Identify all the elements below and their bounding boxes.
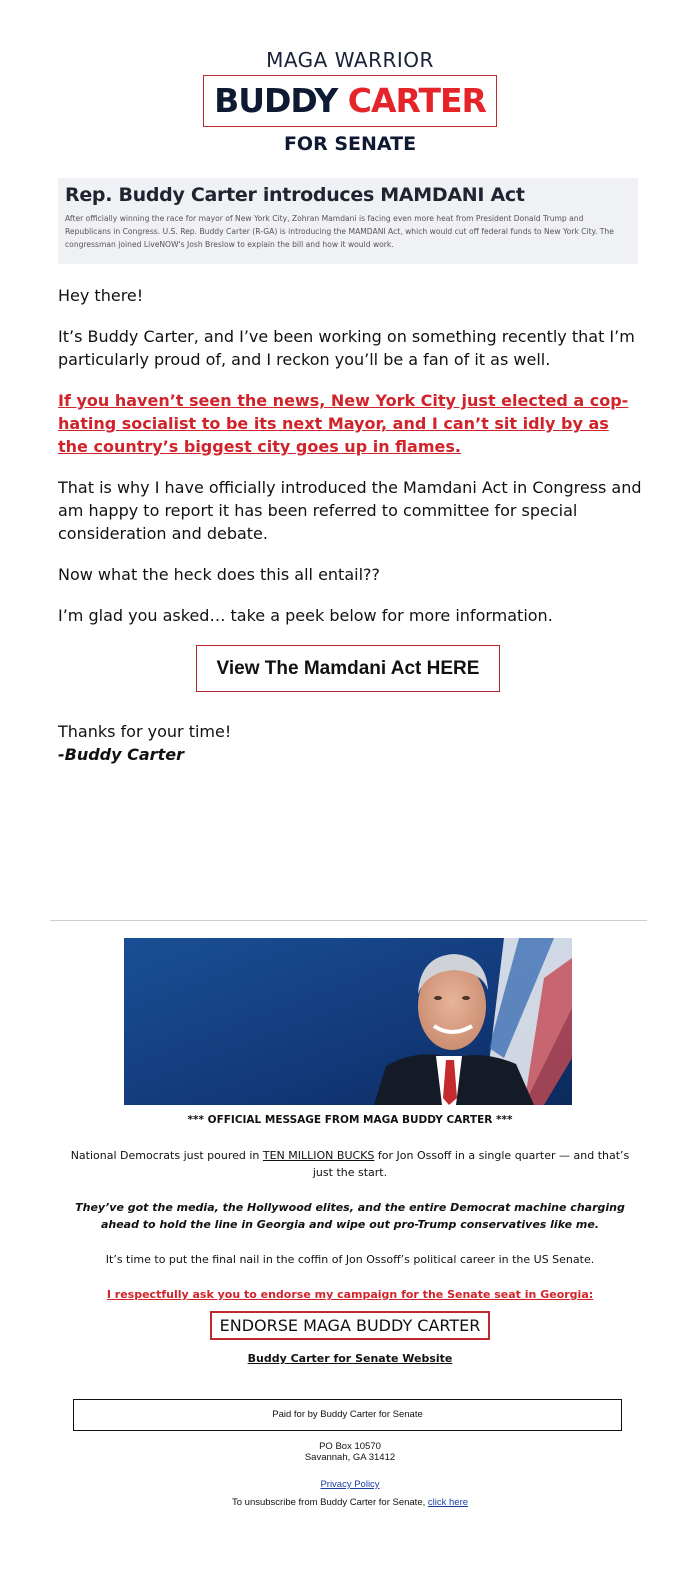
privacy-policy-link[interactable]: Privacy Policy <box>320 1479 380 1490</box>
logo-name-box <box>203 75 497 127</box>
unsubscribe-text: To unsubscribe from Buddy Carter for Senate, <box>231 1497 428 1508</box>
question-paragraph: Now what the heck does this all entail?? <box>58 565 381 584</box>
mailing-address <box>0 1441 700 1463</box>
candidate-portrait-image <box>124 938 572 1105</box>
po-box: PO Box 10570 <box>319 1441 381 1452</box>
act-paragraph: That is why I have officially introduced the Mamdani Act in Congress and am happy to report it has been referred to committee for special consideration and debate. <box>58 478 642 543</box>
campaign-website-link[interactable]: Buddy Carter for Senate Website <box>247 1352 453 1365</box>
logo-tagline: MAGA WARRIOR <box>266 48 434 72</box>
dem-text-before: National Democrats just poured in <box>70 1149 263 1162</box>
unsubscribe-line <box>0 1497 700 1508</box>
official-message-line: *** OFFICIAL MESSAGE FROM MAGA BUDDY CARTER *** <box>187 1114 513 1126</box>
paid-for-disclaimer: Paid for by Buddy Carter for Senate <box>73 1399 622 1431</box>
news-link[interactable]: If you haven’t seen the news, New York City just elected a cop-hating socialist to be its next Mayor, and I can’t sit idly by as the country’s biggest city goes up in flames. <box>58 391 629 456</box>
footer-message <box>70 1112 630 1385</box>
media-paragraph: They’ve got the media, the Hollywood elites, and the entire Democrat machine charging ahead to hold the line in Georgia and wipe out pro-Trump conservatives like me. <box>75 1201 625 1231</box>
unsubscribe-link[interactable]: click here <box>427 1497 469 1508</box>
news-summary: After officially winning the race for mayor of New York City, Zohran Mamdani is facing even more heat from President Donald Trump and Republicans in Congress. U.S. Rep. Buddy Carter (R-GA) is introducing the MAMDANI Act, which would cut off federal funds to New York City. The congressman joined LiveNOW's Josh Breslow to explain the bill and how it would work. <box>65 214 614 249</box>
signature: -Buddy Carter <box>58 745 184 764</box>
news-clip[interactable] <box>58 178 638 264</box>
thanks-line: Thanks for your time! <box>58 722 232 741</box>
campaign-logo <box>0 48 700 155</box>
dem-text-after: for Jon Ossoff in a single quarter — and that’s just the start. <box>312 1149 630 1179</box>
ten-million-link[interactable]: TEN MILLION BUCKS <box>262 1149 375 1162</box>
peek-paragraph: I’m glad you asked… take a peek below for more information. <box>58 606 553 625</box>
greeting: Hey there! <box>58 286 144 305</box>
intro-paragraph: It’s Buddy Carter, and I’ve been working on something recently that I’m particularly proud of, and I reckon you’ll be a fan of it as well. <box>58 327 635 369</box>
final-nail-paragraph: It’s time to put the final nail in the coffin of Jon Ossoff’s political career in the US Senate. <box>105 1253 595 1266</box>
news-headline: Rep. Buddy Carter introduces MAMDANI Act <box>65 184 525 206</box>
city-state-zip: Savannah, GA 31412 <box>304 1452 396 1463</box>
logo-subtitle: FOR SENATE <box>283 133 417 155</box>
section-divider <box>50 920 647 921</box>
endorse-button[interactable]: ENDORSE MAGA BUDDY CARTER <box>210 1311 491 1340</box>
logo-first-name: BUDDY <box>214 81 348 120</box>
logo-last-name: CARTER <box>347 81 486 120</box>
letter-body <box>58 284 643 766</box>
candidate-photo-banner[interactable] <box>124 938 572 1105</box>
endorse-request-link[interactable]: I respectfully ask you to endorse my campaign for the Senate seat in Georgia: <box>106 1288 594 1301</box>
view-mamdani-act-button[interactable]: View The Mamdani Act HERE <box>196 645 501 692</box>
democrats-paragraph <box>70 1147 630 1181</box>
